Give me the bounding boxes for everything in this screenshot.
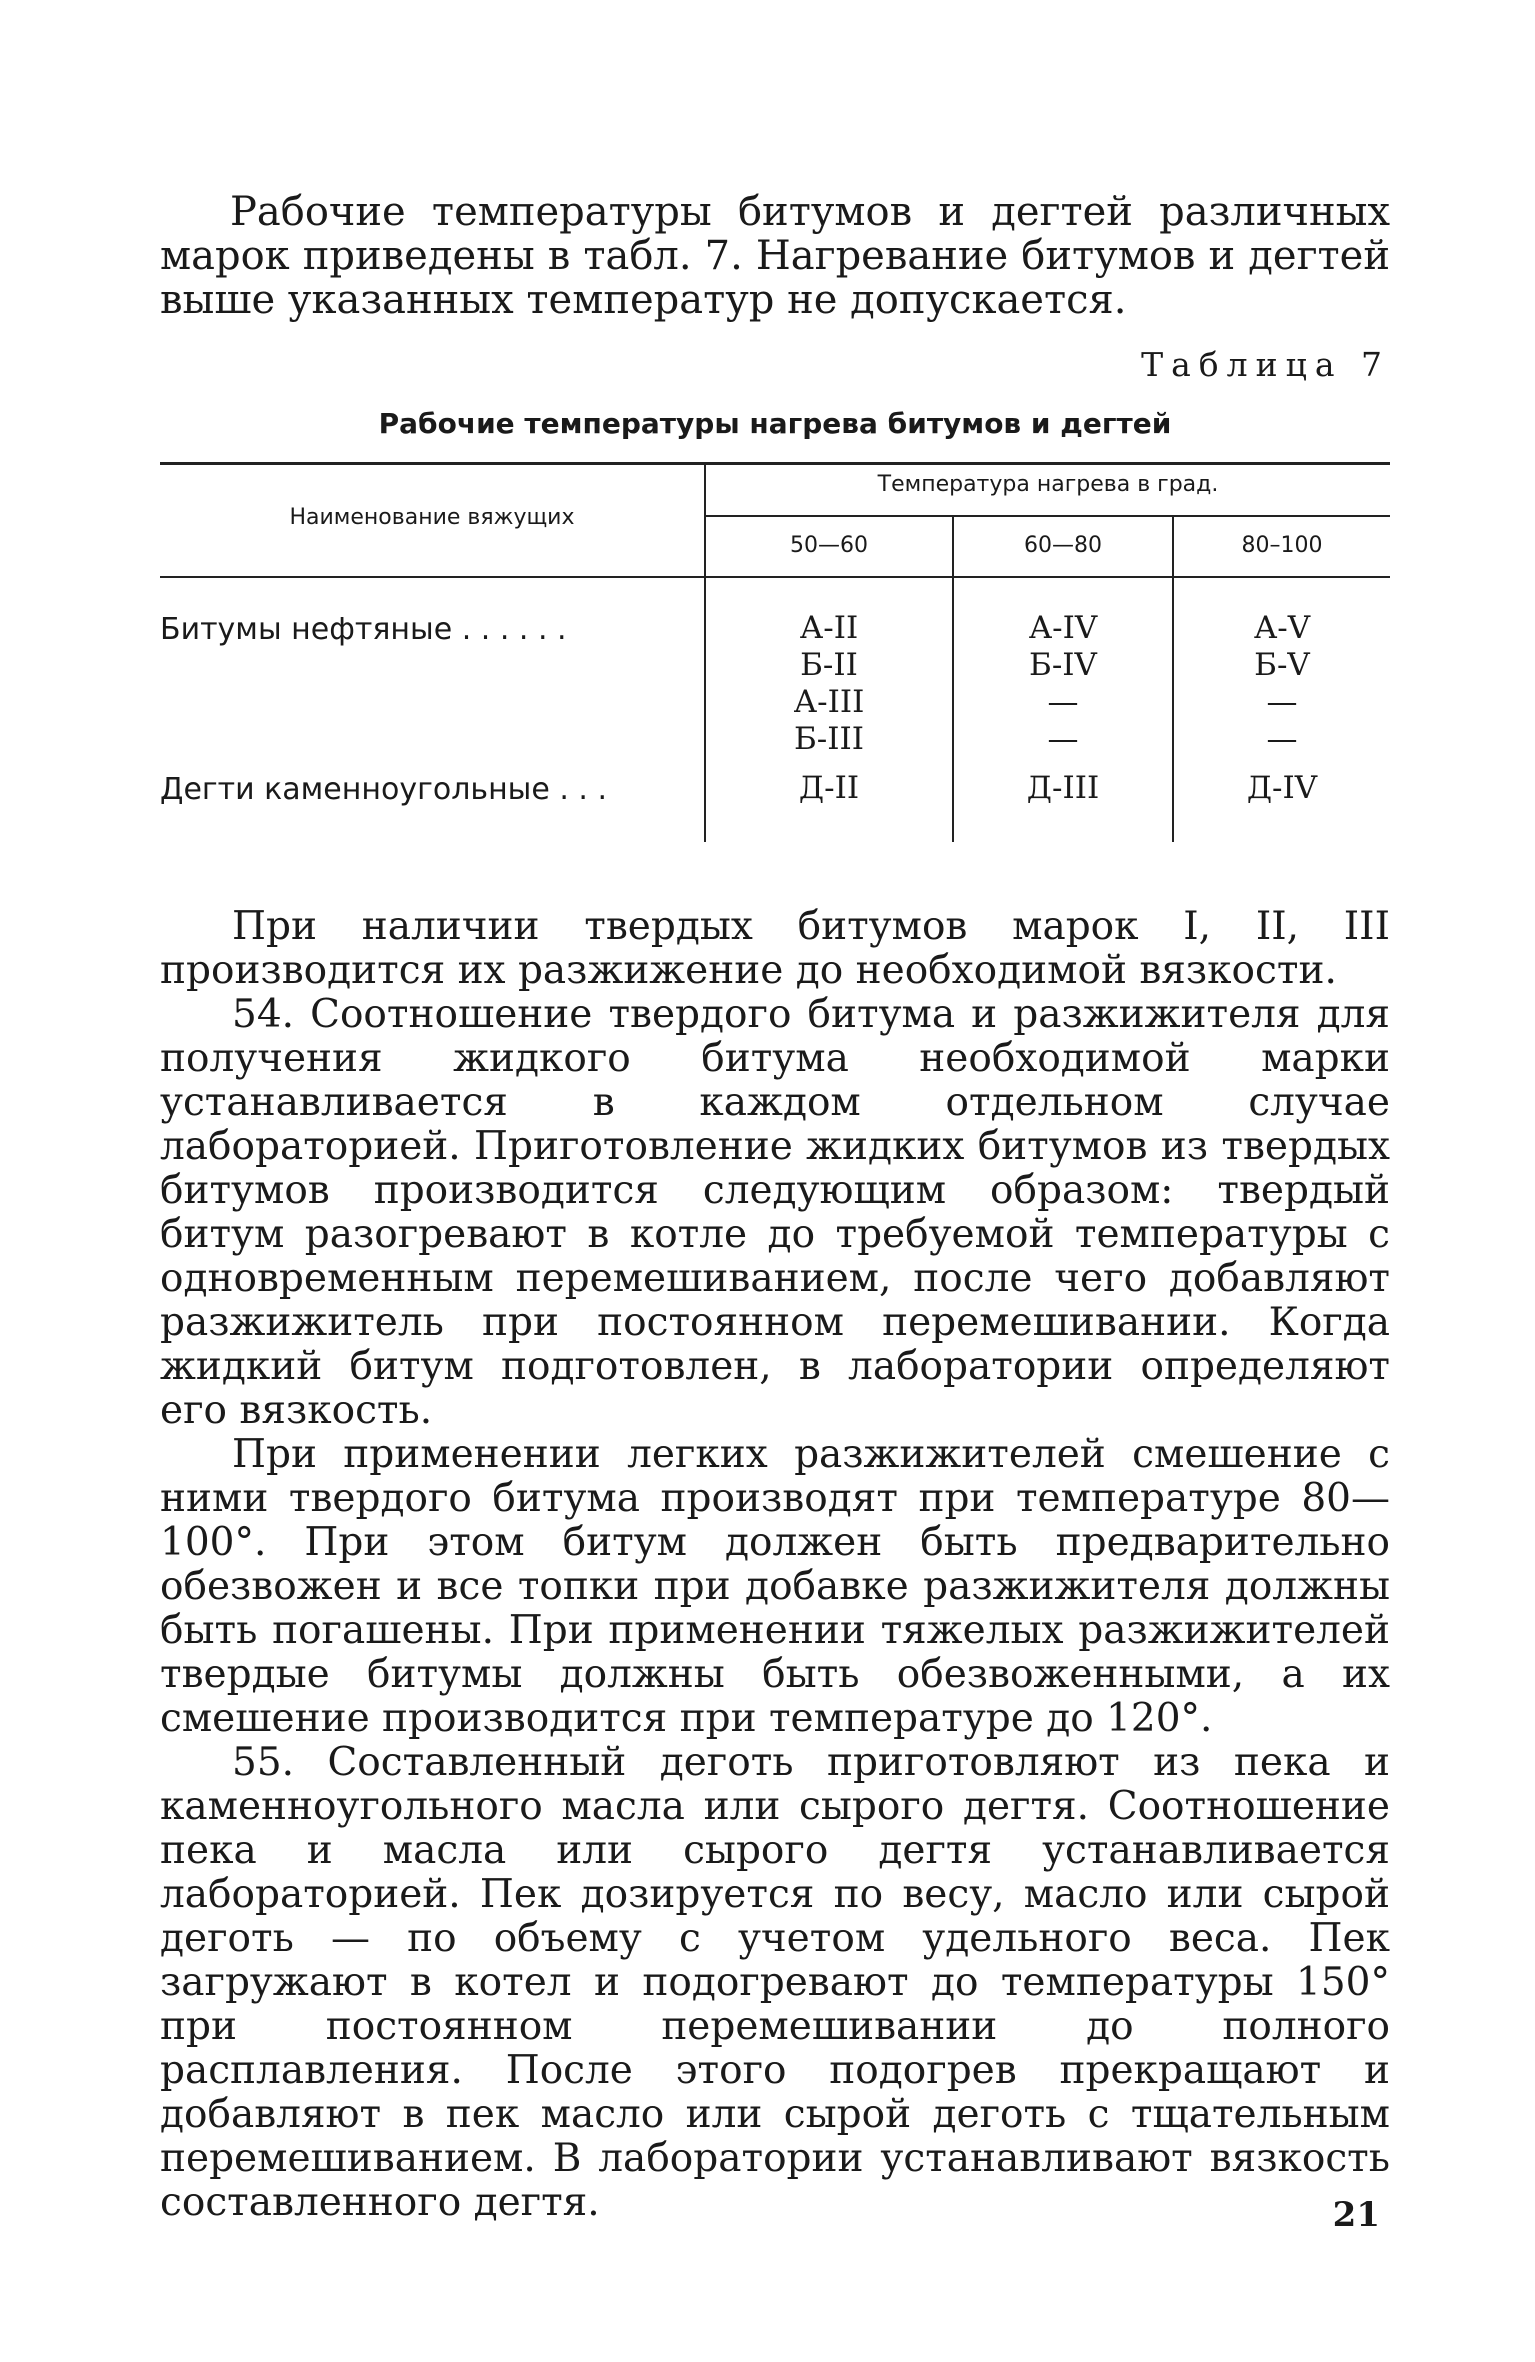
row-bitumen-col3: А-V Б-V — —: [1253, 610, 1311, 757]
row-name-tar: Дегти каменноугольные . . .: [160, 772, 608, 807]
row-tar-col3: Д-IV: [1246, 770, 1318, 806]
header-column-1: 50—60: [790, 533, 868, 558]
row-tar-col1: Д-II: [798, 770, 860, 806]
row-tar-col2: Д-III: [1026, 770, 1100, 806]
header-column-3: 80–100: [1241, 533, 1323, 558]
paragraph-54: 54. Соотношение твердого битума и разжижителя для получения жидкого битума необходимой марки устанавливается в каждом отдельном случае лабораторией. Приготовление жидких битумов из твердых битумов производится следующим образом: твердый битум разогревают в котле до требуемой температуры с одновременным перемешиванием, после чего добавляют разжижитель при постоянном перемешивании. Когда жидкий битум подготовлен, в лаборатории определяют его вязкость.: [160, 992, 1390, 1433]
body-text: [160, 905, 1390, 2225]
row-bitumen-col1: А-II Б-II А-III Б-III: [793, 610, 865, 757]
header-binder-name: Наименование вяжущих: [289, 505, 575, 530]
paragraph-light-thinners: При применении легких разжижителей смешение с ними твердого битума производят при температуре 80—100°. При этом битум должен быть предварительно обезвожен и все топки при добавке разжижителя должны быть погашены. При применении тяжелых разжижителей твердые битумы должны быть обезвоженными, а их смешение производится при температуре до 120°.: [160, 1432, 1390, 1741]
table-header-bottom-rule: [160, 576, 1390, 578]
row-bitumen-col2: А-IV Б-IV — —: [1028, 610, 1098, 757]
header-temperature: Температура нагрева в град.: [877, 472, 1219, 497]
paragraph-55: 55. Составленный деготь приготовляют из пека и каменноугольного масла или сырого дегтя. Соотношение пека и масла или сырого дегтя устанавливается лабораторией. Пек дозируется по весу, масло или сырой деготь — по объему с учетом удельного веса. Пек загружают в котел и подогревают до температуры 150° при постоянном перемешивании до полного расплавления. После этого подогрев прекращают и добавляют в пек масло или сырой деготь с тщательным перемешиванием. В лаборатории устанавливают вязкость составленного дегтя.: [160, 1740, 1390, 2225]
row-name-bitumen: Битумы нефтяные . . . . . .: [160, 612, 567, 647]
table-title: Рабочие температуры нагрева битумов и дегтей: [378, 407, 1172, 440]
table-subheader-rule: [705, 515, 1390, 517]
page-number: 21: [1332, 2195, 1380, 2235]
table-label: Таблица 7: [1141, 345, 1390, 384]
header-column-2: 60—80: [1024, 533, 1102, 558]
paragraph-solid-bitumen: При наличии твердых битумов марок I, II, III производится их разжижение до необходимой вязкости.: [160, 904, 1390, 993]
intro-paragraph: Рабочие температуры битумов и дегтей различных марок приведены в табл. 7. Нагревание битумов и дегтей выше указанных температур не допускается.: [160, 189, 1390, 323]
table-top-rule: [160, 462, 1390, 465]
